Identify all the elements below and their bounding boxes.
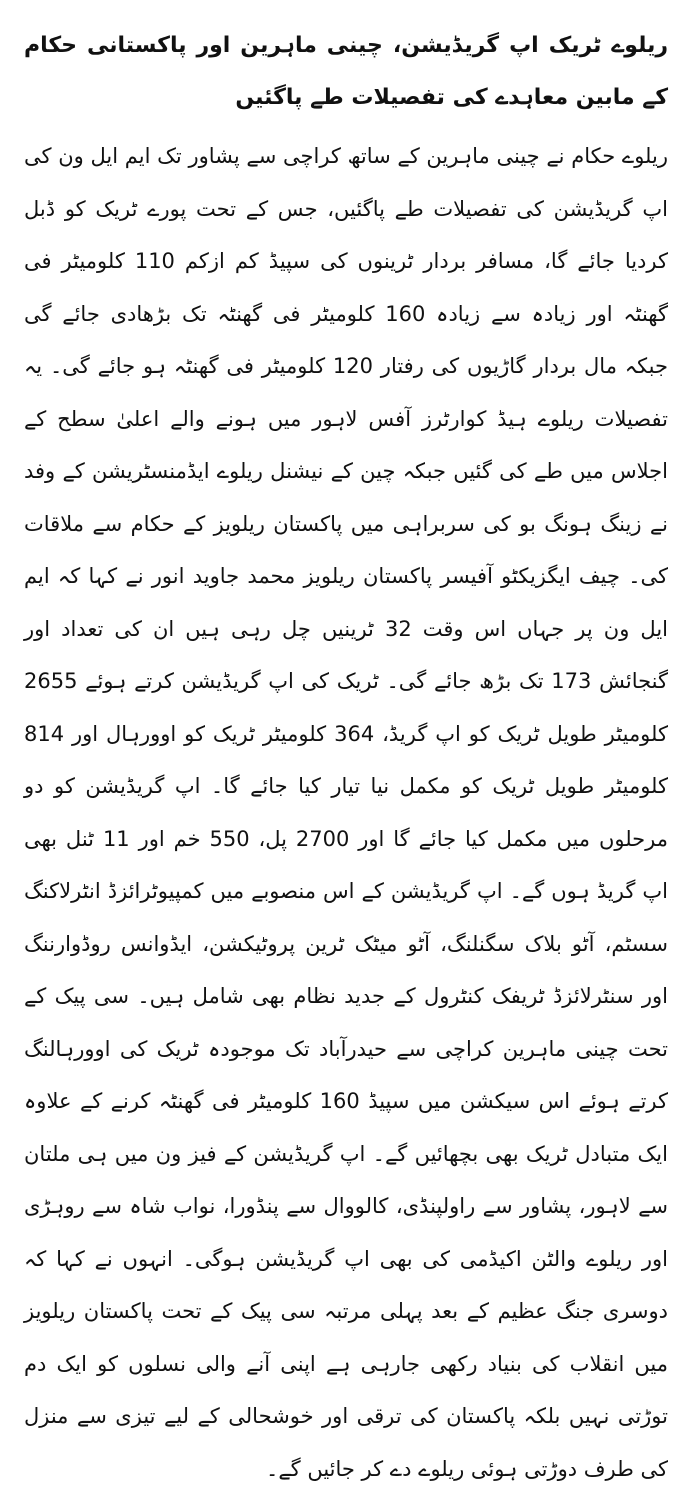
article-body: ریلوے حکام نے چینی ماہرین کے ساتھ کراچی سے پشاور تک ایم ایل ون کی اپ گریڈیشن کی تفصیلات طے پاگئیں، جس کے تحت پورے ٹریک کو ڈبل کردیا جائے گا، مسافر بردار ٹرینوں کی سپیڈ کم ازکم 110 کلومیٹر فی گھنٹہ اور زیادہ سے زیادہ 160 کلومیٹر فی گھنٹہ تک بڑھادی جائے گی جبکہ مال بردار گاڑیوں کی رفتار 120 کلومیٹر فی گھنٹہ ہو جائے گی۔ یہ تفصیلات ریلوے ہیڈ کوارٹرز آفس لاہور میں ہونے والے اعلیٰ سطح کے اجلاس میں طے کی گئیں جبکہ چین کے نیشنل ریلوے ایڈمنسٹریشن کے وفد نے زینگ ہونگ بو کی سربراہی میں پاکستان ریلویز کے حکام سے ملاقات کی۔ چیف ایگزیکٹو آفیسر پاکستان ریلویز محمد جاوید انور نے کہا کہ ایم ایل ون پر جہاں اس وقت 32 ٹرینیں چل رہی ہیں ان کی تعداد اور گنجائش 173 تک بڑھ جائے گی۔ ٹریک کی اپ گریڈیشن کرتے ہوئے 2655 کلومیٹر طویل ٹریک کو اپ گریڈ، 364 کلومیٹر ٹریک کو اوورہال اور 814 کلومیٹر طویل ٹریک کو مکمل نیا تیار کیا جائے گا۔ اپ گریڈیشن کو دو مرحلوں میں مکمل کیا جائے گا اور 2700 پل، 550 خم اور 11 ٹنل بھی اپ گریڈ ہوں گے۔ اپ گریڈیشن کے اس منصوبے میں کمپیوٹرائزڈ انٹرلاکنگ سسٹم، آٹو بلاک سگنلنگ، آٹو میٹک ٹرین پروٹیکشن، ایڈوانس روڈوارننگ اور سنٹرلائزڈ ٹریفک کنٹرول کے جدید نظام بھی شامل ہیں۔ سی پیک کے تحت چینی ماہرین کراچی سے حیدرآباد تک موجودہ ٹریک کی اوورہالنگ کرتے ہوئے اس سیکشن میں سپیڈ 160 کلومیٹر فی گھنٹہ کرنے کے علاوہ ایک متبادل ٹریک بھی بچھائیں گے۔ اپ گریڈیشن کے فیز ون میں ہی ملتان سے لاہور، پشاور سے راولپنڈی، کالووال سے پنڈورا، نواب شاہ سے روہڑی اور ریلوے والٹن اکیڈمی کی بھی اپ گریڈیشن ہوگی۔ انہوں نے کہا کہ دوسری جنگ عظیم کے بعد پہلی مرتبہ سی پیک کے تحت پاکستان ریلویز میں انقلاب کی بنیاد رکھی جارہی ہے اپنی آنے والی نسلوں کو ایک دم توڑتی نہیں بلکہ پاکستان کی ترقی اور خوشحالی کے لیے تیزی سے منزل کی طرف دوڑتی ہوئی ریلوے دے کر جائیں گے۔ [24,144,669,1481]
article-headline: ریلوے ٹریک اپ گریڈیشن، چینی ماہرین اور پاکستانی حکام کے مابین معاہدے کی تفصیلات طے پاگئیں [24,33,668,110]
